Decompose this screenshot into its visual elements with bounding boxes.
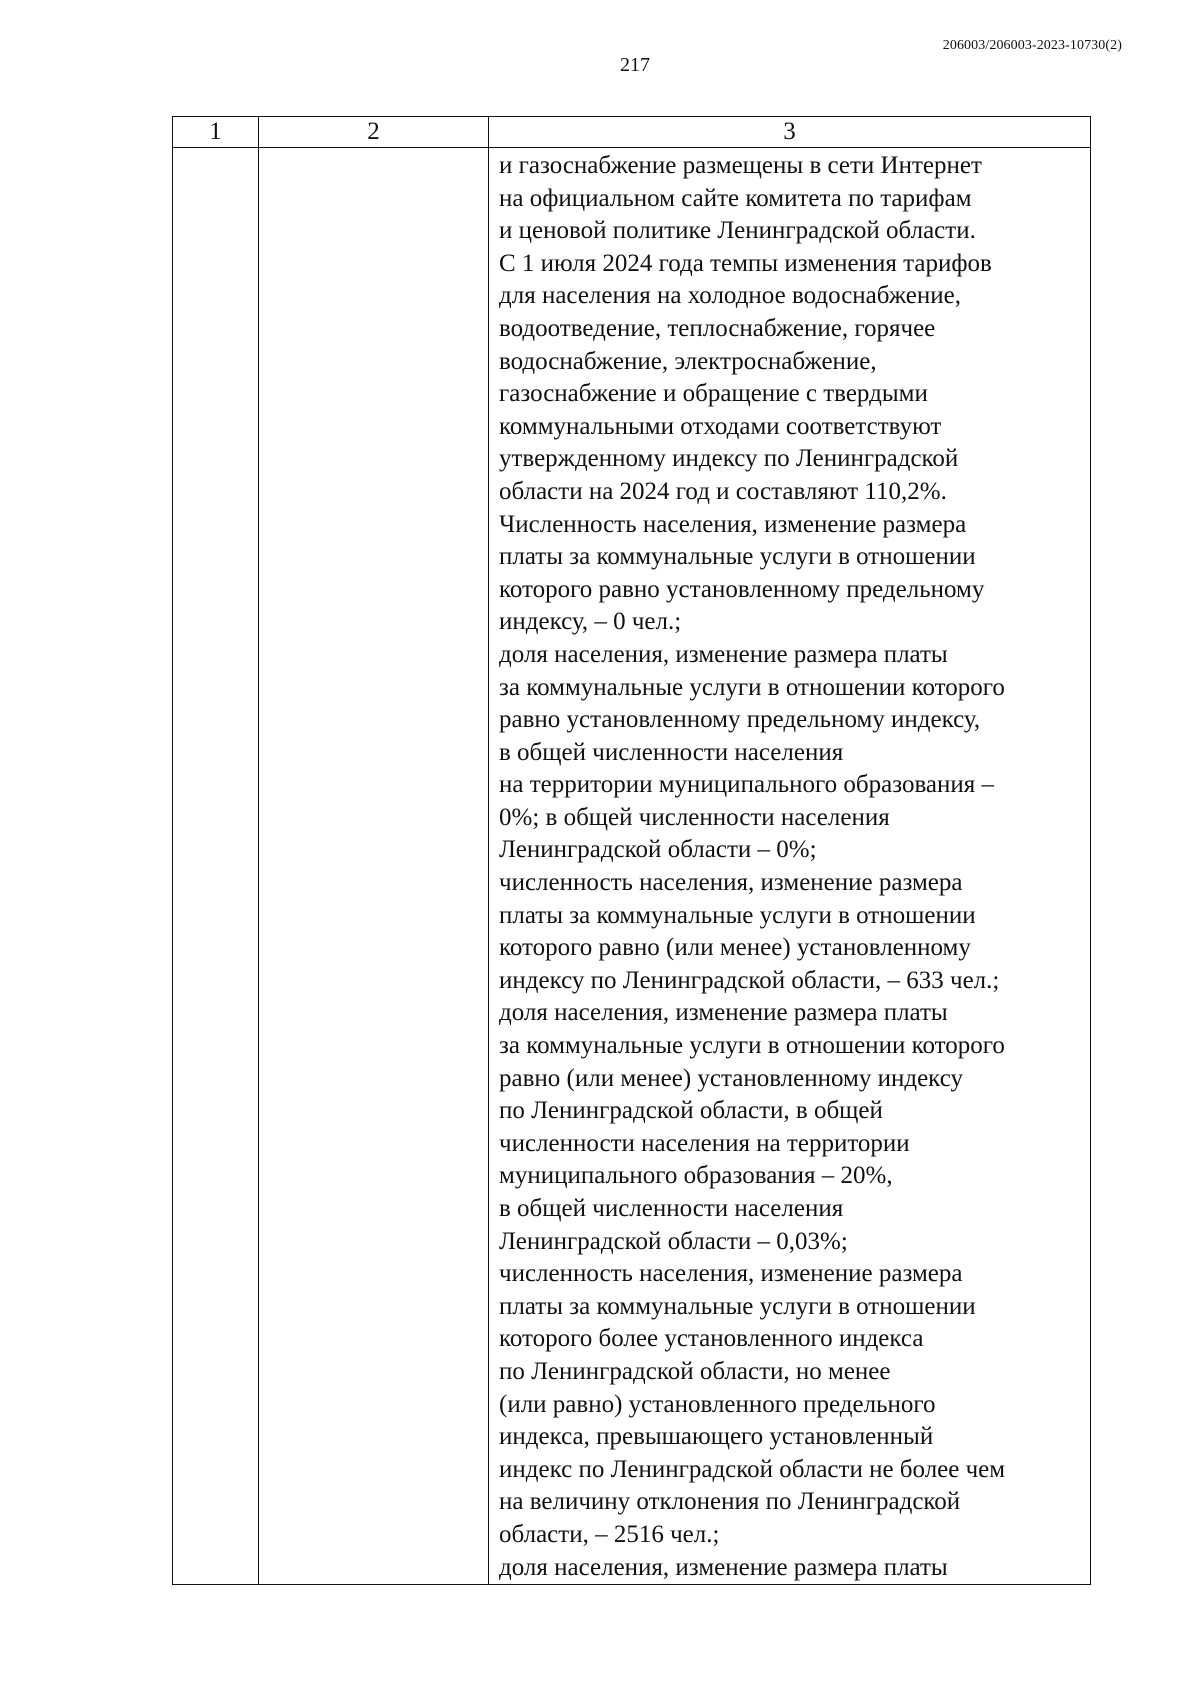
column-header-2: 2	[259, 117, 489, 148]
text-line: доля населения, изменение размера платы	[499, 640, 948, 668]
text-line: индекса, превышающего установленный	[499, 1423, 934, 1451]
text-line: и газоснабжение размещены в сети Интернет	[499, 152, 982, 179]
text-line: которого равно (или менее) установленному	[499, 934, 971, 962]
text-line: С 1 июля 2024 года темпы изменения тарифов	[499, 249, 992, 277]
text-line: утвержденному индексу по Ленинградской	[499, 445, 959, 473]
text-line: платы за коммунальные услуги в отношении	[499, 543, 976, 571]
text-line: Ленинградской области – 0,03%;	[499, 1227, 848, 1255]
text-line: газоснабжение и обращение с твердыми	[499, 380, 928, 408]
text-line: коммунальными отходами соответствуют	[499, 412, 942, 440]
text-line: для населения на холодное водоснабжение,	[499, 282, 962, 310]
text-line: численность населения, изменение размера	[499, 1260, 963, 1288]
text-line: 0%; в общей численности населения	[499, 803, 890, 831]
text-line: доля населения, изменение размера платы	[499, 999, 948, 1027]
text-line: индексу, – 0 чел.;	[499, 608, 682, 636]
text-line: которого равно установленному предельному	[499, 575, 985, 603]
cell-col-1	[173, 148, 259, 1585]
text-line: индекс по Ленинградской области не более чем	[499, 1455, 1006, 1483]
document-id: 206003/206003-2023-10730(2)	[942, 38, 1122, 53]
text-line: равно (или менее) установленному индексу	[499, 1064, 963, 1092]
content-table	[172, 116, 1091, 1585]
column-header-1: 1	[173, 117, 259, 148]
table-header-row	[173, 117, 1091, 148]
text-line: равно установленному предельному индексу,	[499, 706, 981, 734]
text-line: водоснабжение, электроснабжение,	[499, 347, 877, 375]
text-line: в общей численности населения	[499, 738, 844, 766]
text-line: индексу по Ленинградской области, – 633 чел.;	[499, 966, 1000, 994]
cell-col-3	[489, 148, 1091, 1585]
cell-col-3-text	[489, 148, 1090, 1584]
text-line: по Ленинградской области, но менее	[499, 1357, 891, 1385]
text-line: по Ленинградской области, в общей	[499, 1097, 883, 1125]
text-line: за коммунальные услуги в отношении которого	[499, 1032, 1005, 1060]
text-line: и ценовой политике Ленинградской области.	[499, 217, 976, 245]
text-line: на величину отклонения по Ленинградской	[499, 1488, 961, 1516]
text-line: численность населения, изменение размера	[499, 869, 963, 897]
text-line: водоотведение, теплоснабжение, горячее	[499, 314, 936, 342]
text-line: численности населения на территории	[499, 1129, 910, 1157]
text-line: которого более установленного индекса	[499, 1325, 924, 1353]
text-line: Ленинградской области – 0%;	[499, 836, 817, 864]
text-line: на территории муниципального образования –	[499, 771, 995, 799]
text-line: в общей численности населения	[499, 1195, 844, 1222]
text-line: на официальном сайте комитета по тарифам	[499, 184, 972, 212]
text-line: муниципального образования – 20%,	[499, 1162, 893, 1190]
text-line: области, – 2516 чел.;	[499, 1520, 720, 1548]
text-line: области на 2024 год и составляют 110,2%.	[499, 477, 947, 505]
column-header-3: 3	[489, 117, 1091, 148]
page-number: 217	[620, 54, 650, 76]
text-line: доля населения, изменение размера платы	[499, 1553, 948, 1581]
text-line: (или равно) установленного предельного	[499, 1390, 936, 1418]
text-line: Численность населения, изменение размера	[499, 510, 967, 538]
text-line: платы за коммунальные услуги в отношении	[499, 901, 976, 929]
text-line: за коммунальные услуги в отношении которого	[499, 673, 1005, 701]
text-line: платы за коммунальные услуги в отношении	[499, 1292, 976, 1320]
table-row	[173, 148, 1091, 1585]
cell-col-2	[259, 148, 489, 1585]
